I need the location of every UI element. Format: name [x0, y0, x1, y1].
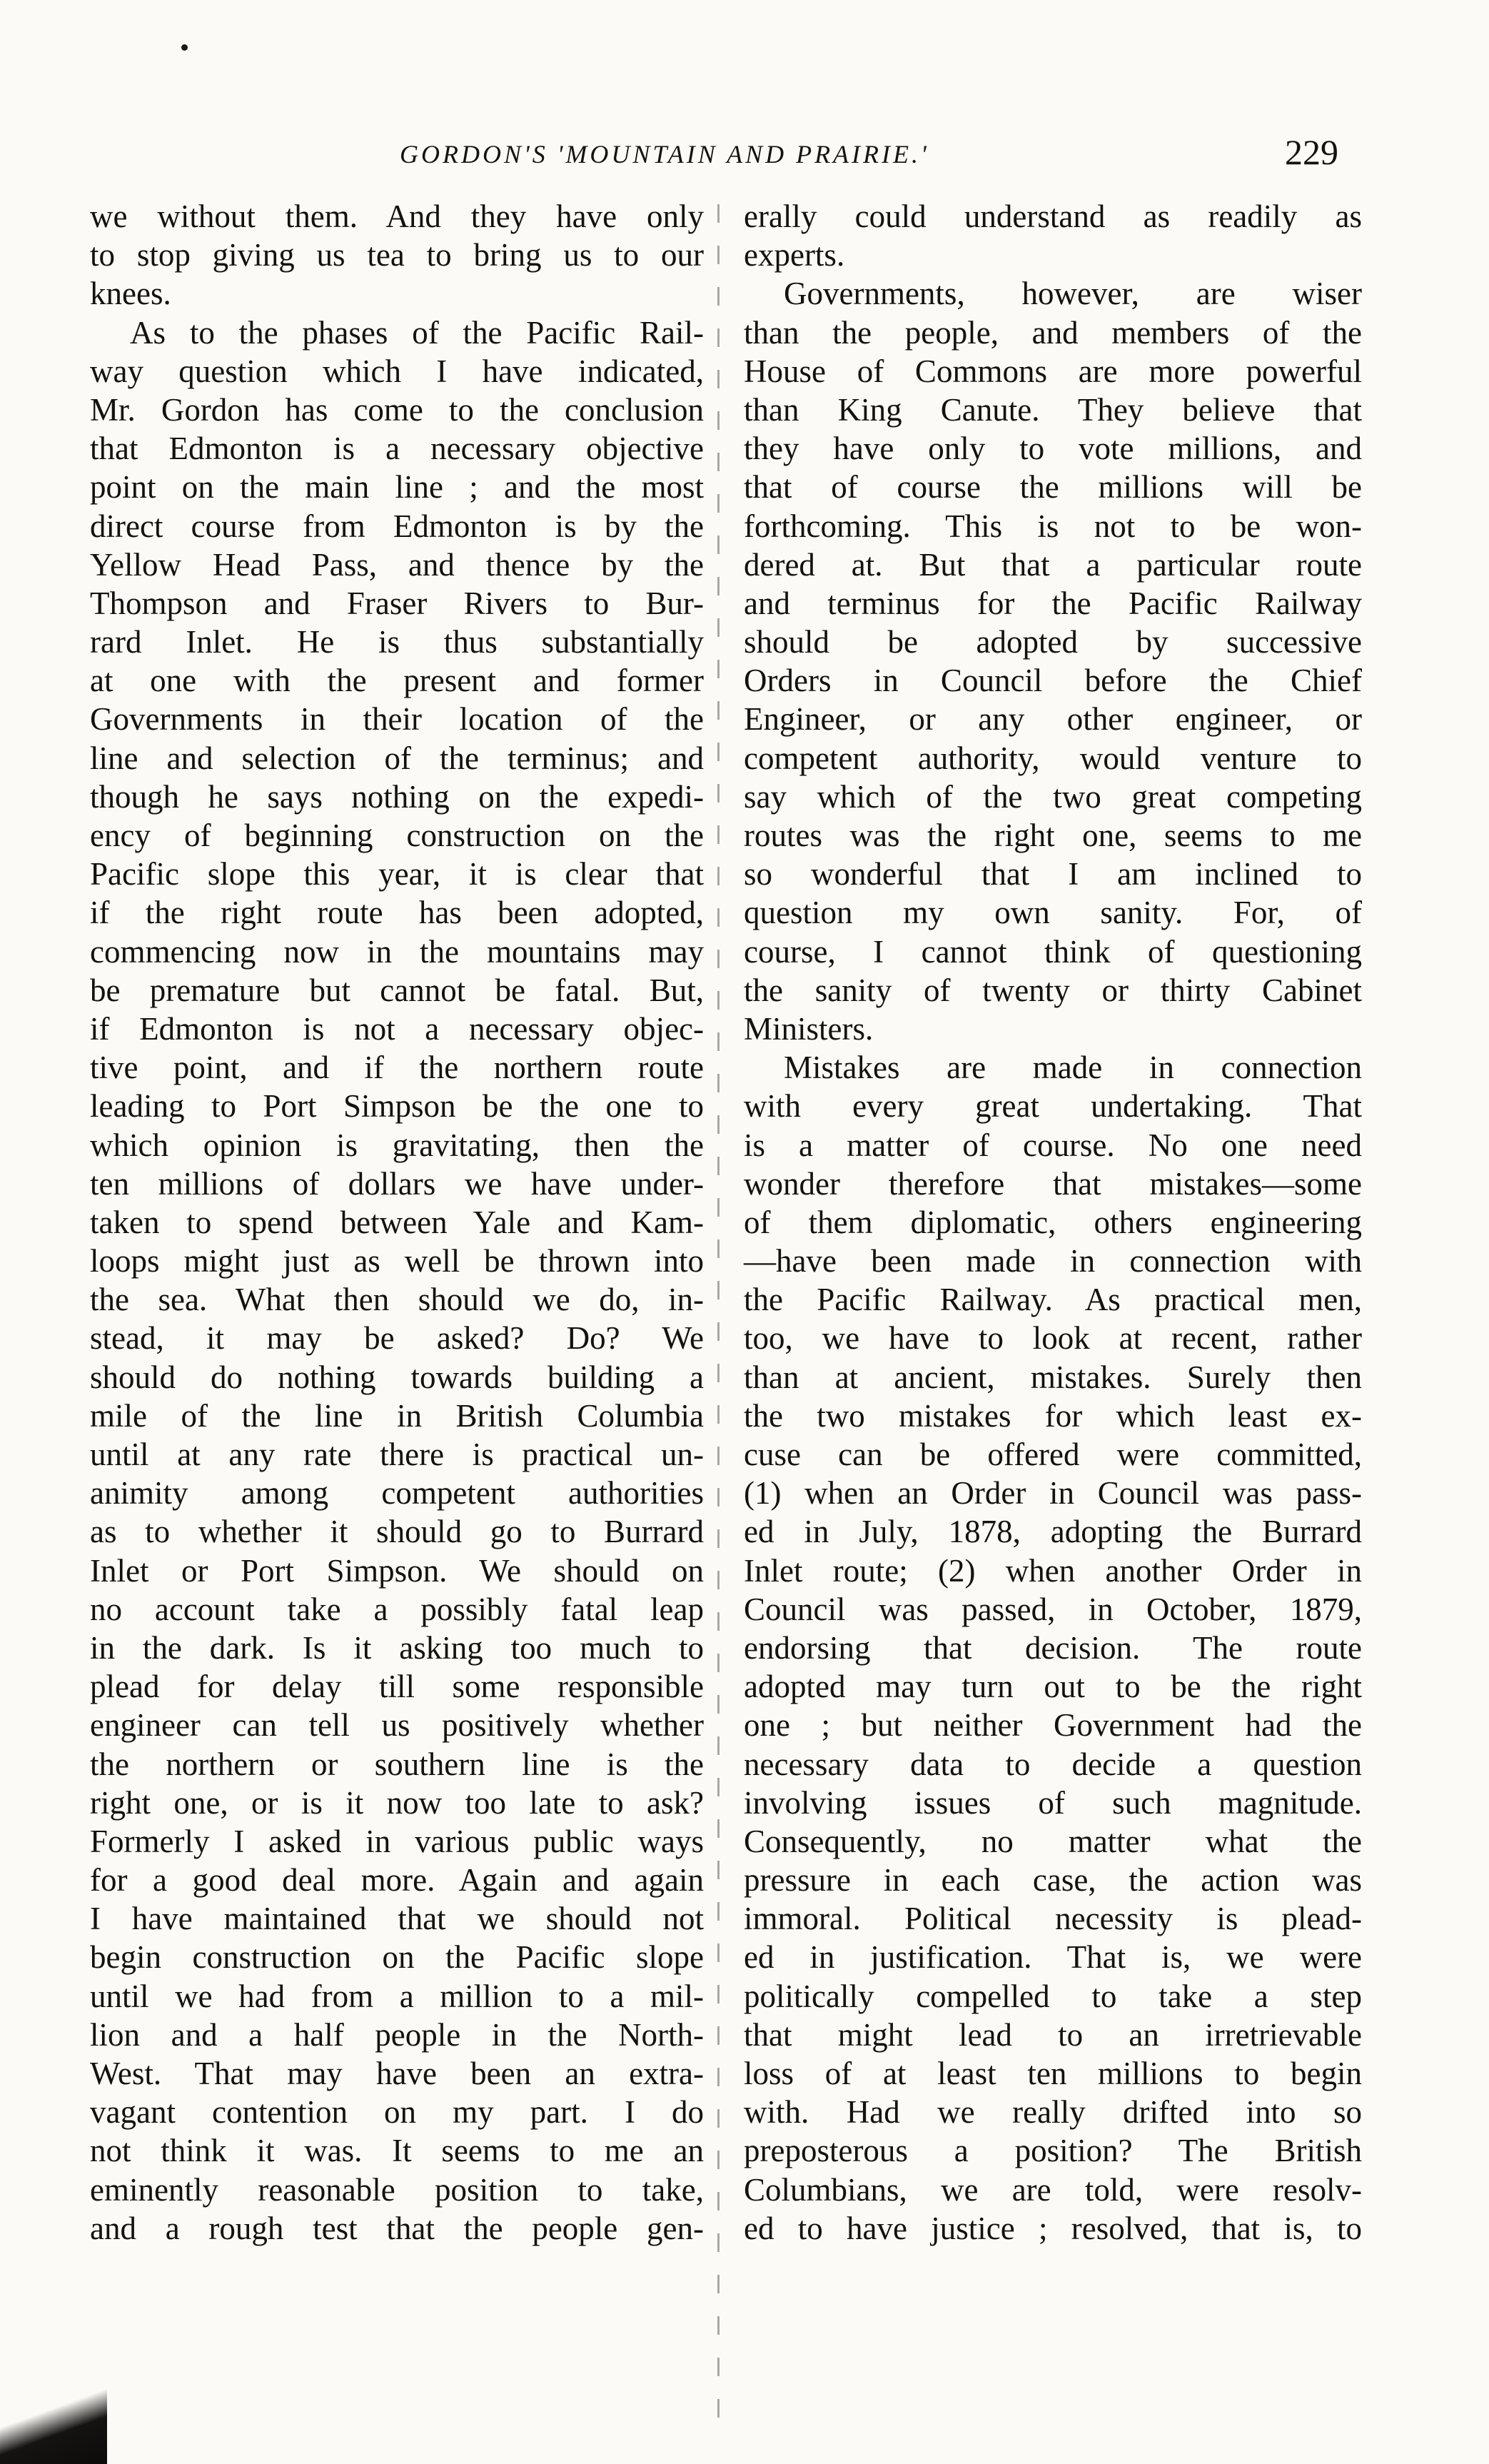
text-line: animity among competent authorities	[90, 1475, 704, 1512]
text-line: ency of beginning construction on the	[90, 818, 704, 853]
text-line: pressure in each case, the action was	[744, 1862, 1362, 1899]
text-line: point on the main line ; and the most	[90, 469, 704, 506]
running-title: GORDON'S 'MOUNTAIN AND PRAIRIE.'	[400, 140, 929, 169]
text-line: which opinion is gravitating, then the	[90, 1127, 704, 1163]
text-line: the sea. What then should we do, in-	[90, 1282, 704, 1318]
text-line: Pacific slope this year, it is clear that	[90, 856, 704, 892]
text-line: Council was passed, in October, 1879,	[744, 1591, 1362, 1627]
text-line: too, we have to look at recent, rather	[744, 1320, 1362, 1357]
text-line: until we had from a million to a mil-	[90, 1978, 704, 2014]
text-line: Orders in Council before the Chief	[744, 663, 1362, 699]
text-line: the sanity of twenty or thirty Cabinet	[744, 972, 1362, 1008]
text-line: eminently reasonable position to take,	[90, 2171, 704, 2208]
text-line: than at ancient, mistakes. Surely then	[744, 1359, 1362, 1395]
text-line: stead, it may be asked? Do? We	[90, 1320, 704, 1357]
text-line: politically compelled to take a step	[744, 1978, 1362, 2014]
text-line: begin construction on the Pacific slope	[90, 1939, 704, 1976]
text-line: rard Inlet. He is thus substantially	[90, 624, 704, 660]
text-line: West. That may have been an extra-	[90, 2056, 704, 2091]
text-line: erally could understand as readily as	[744, 198, 1362, 234]
text-line: should do nothing towards building a	[90, 1359, 704, 1395]
text-line: so wonderful that I am inclined to	[744, 856, 1362, 892]
text-line: to stop giving us tea to bring us to our	[90, 237, 704, 273]
text-line: (1) when an Order in Council was pass-	[744, 1475, 1362, 1512]
text-line: knees.	[90, 276, 171, 312]
text-line: should be adopted by successive	[744, 624, 1362, 660]
text-line: the northern or southern line is the	[90, 1746, 704, 1782]
text-line: forthcoming. This is not to be won-	[744, 508, 1362, 544]
text-line: leading to Port Simpson be the one to	[90, 1088, 704, 1125]
text-line: Ministers.	[744, 1010, 874, 1047]
text-line: commencing now in the mountains may	[90, 933, 704, 970]
text-line: wonder therefore that mistakes—some	[744, 1165, 1362, 1202]
text-line: with every great undertaking. That	[744, 1088, 1362, 1125]
text-line: as to whether it should go to Burrard	[90, 1514, 704, 1550]
text-line: preposterous a position? The British	[744, 2133, 1362, 2169]
running-header	[0, 134, 1489, 184]
text-line: and a rough test that the people gen-	[90, 2210, 704, 2246]
column-divider	[717, 204, 720, 2432]
text-line: the two mistakes for which least ex-	[744, 1397, 1362, 1434]
text-line: loops might just as well be thrown into	[90, 1243, 704, 1279]
text-line: Governments, however, are wiser	[784, 276, 1362, 312]
text-line: endorsing that decision. The route	[744, 1629, 1362, 1666]
text-line: tive point, and if the northern route	[90, 1050, 704, 1086]
text-line: ed in July, 1878, adopting the Burrard	[744, 1514, 1362, 1550]
page-edge-shadow	[0, 2378, 107, 2464]
text-line: Mistakes are made in connection	[784, 1050, 1362, 1086]
text-line: As to the phases of the Pacific Rail-	[130, 314, 704, 351]
text-line: Mr. Gordon has come to the conclusion	[90, 391, 704, 428]
text-line: in the dark. Is it asking too much to	[90, 1629, 704, 1666]
text-line: necessary data to decide a question	[744, 1746, 1362, 1782]
text-line: the Pacific Railway. As practical men,	[744, 1282, 1362, 1318]
text-line: for a good deal more. Again and again	[90, 1862, 704, 1899]
text-line: adopted may turn out to be the right	[744, 1669, 1362, 1705]
text-line: if Edmonton is not a necessary objec-	[90, 1010, 704, 1047]
text-line: lion and a half people in the North-	[90, 2016, 704, 2053]
text-line: Consequently, no matter what the	[744, 1823, 1362, 1859]
text-line: and terminus for the Pacific Railway	[744, 585, 1362, 621]
text-line: no account take a possibly fatal leap	[90, 1591, 704, 1627]
text-line: plead for delay till some responsible	[90, 1669, 704, 1705]
page-number: 229	[1285, 132, 1338, 172]
text-line: at one with the present and former	[90, 663, 704, 699]
text-line: loss of at least ten millions to begin	[744, 2056, 1362, 2091]
text-line: Governments in their location of the	[90, 701, 704, 738]
ink-speck	[181, 44, 188, 51]
text-line: Engineer, or any other engineer, or	[744, 701, 1362, 738]
text-line: engineer can tell us positively whether	[90, 1707, 704, 1744]
text-line: Thompson and Fraser Rivers to Bur-	[90, 585, 704, 621]
text-line: I have maintained that we should not	[90, 1901, 704, 1937]
text-line: taken to spend between Yale and Kam-	[90, 1204, 704, 1240]
text-line: course, I cannot think of questioning	[744, 933, 1362, 970]
text-line: ed in justification. That is, we were	[744, 1939, 1362, 1976]
text-line: Inlet or Port Simpson. We should on	[90, 1552, 704, 1589]
left-text-column	[90, 197, 704, 2248]
text-line: until at any rate there is practical un-	[90, 1437, 704, 1472]
text-line: direct course from Edmonton is by the	[90, 508, 704, 544]
text-line: than the people, and members of the	[744, 314, 1362, 351]
text-line: say which of the two great competing	[744, 778, 1362, 815]
text-line: ten millions of dollars we have under-	[90, 1165, 704, 1202]
text-line: if the right route has been adopted,	[90, 895, 704, 931]
text-line: with. Had we really drifted into so	[744, 2094, 1362, 2131]
text-line: one ; but neither Government had the	[744, 1707, 1362, 1744]
text-line: experts.	[744, 237, 845, 273]
text-line: be premature but cannot be fatal. But,	[90, 972, 704, 1008]
text-line: line and selection of the terminus; and	[90, 740, 704, 776]
text-line: immoral. Political necessity is plead-	[744, 1901, 1362, 1937]
text-line: Inlet route; (2) when another Order in	[744, 1552, 1362, 1589]
text-line: we without them. And they have only	[90, 198, 704, 234]
text-line: question my own sanity. For, of	[744, 895, 1362, 931]
text-line: involving issues of such magnitude.	[744, 1784, 1362, 1821]
text-line: is a matter of course. No one need	[744, 1127, 1362, 1163]
text-line: than King Canute. They believe that	[744, 391, 1362, 428]
text-line: way question which I have indicated,	[90, 353, 704, 389]
text-line: routes was the right one, seems to me	[744, 818, 1362, 853]
text-line: competent authority, would venture to	[744, 740, 1362, 776]
text-line: not think it was. It seems to me an	[90, 2133, 704, 2169]
text-line: cuse can be offered were committed,	[744, 1437, 1362, 1472]
text-line: that Edmonton is a necessary objective	[90, 431, 704, 467]
text-line: vagant contention on my part. I do	[90, 2094, 704, 2131]
text-line: House of Commons are more powerful	[744, 353, 1362, 389]
right-text-column	[744, 197, 1362, 2248]
text-line: Yellow Head Pass, and thence by the	[90, 546, 704, 583]
text-line: —have been made in connection with	[744, 1243, 1362, 1279]
text-line: they have only to vote millions, and	[744, 431, 1362, 467]
text-line: though he says nothing on the expedi-	[90, 778, 704, 815]
text-line: dered at. But that a particular route	[744, 546, 1362, 583]
text-line: Formerly I asked in various public ways	[90, 1823, 704, 1859]
text-line: that of course the millions will be	[744, 469, 1362, 506]
text-line: that might lead to an irretrievable	[744, 2016, 1362, 2053]
text-line: Columbians, we are told, were resolv-	[744, 2171, 1362, 2208]
text-line: right one, or is it now too late to ask?	[90, 1784, 704, 1821]
text-line: ed to have justice ; resolved, that is, to	[744, 2210, 1362, 2246]
text-line: mile of the line in British Columbia	[90, 1397, 704, 1434]
text-line: of them diplomatic, others engineering	[744, 1204, 1362, 1240]
